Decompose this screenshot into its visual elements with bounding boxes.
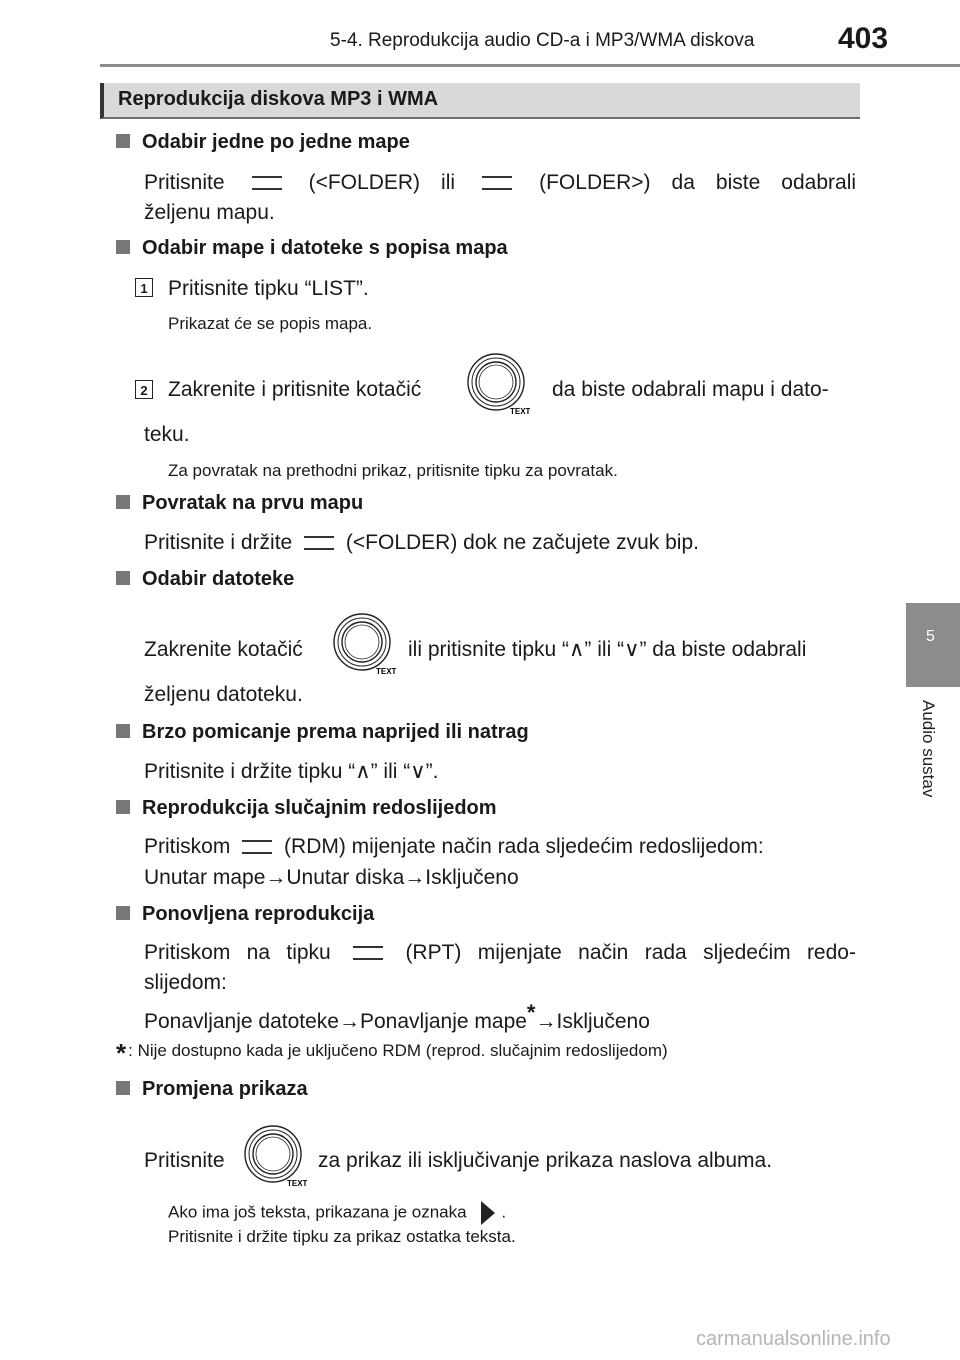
side-tab-number: 5 — [926, 628, 935, 645]
footnote: * : Nije dostupno kada je uključeno RDM (reprod. slučajnim redoslijedom) — [116, 1038, 668, 1068]
page-number: 403 — [838, 22, 889, 55]
repeat-text-d: Ponavljanje datoteke→Ponavljanje mape*→Isključeno — [144, 1000, 650, 1033]
step2-text-c: teku. — [144, 423, 190, 446]
tune-knob-icon — [332, 612, 396, 676]
button-key-icon — [242, 840, 272, 854]
section-title: Reprodukcija diskova MP3 i WMA — [118, 88, 439, 110]
heading-file-select: Odabir datoteke — [116, 568, 294, 591]
header-title: 5-4. Reprodukcija audio CD-a i MP3/WMA diskova — [330, 30, 755, 51]
heading-random: Reprodukcija slučajnim redoslijedom — [116, 797, 497, 820]
side-tab-label: Audio sustav — [919, 700, 938, 798]
bullet-square-icon — [116, 724, 130, 738]
folder-select-line2: željenu mapu. — [144, 201, 275, 224]
step2-text-b: da biste odabrali mapu i dato- — [552, 378, 829, 401]
tune-knob-icon — [466, 352, 530, 416]
svg-text:TEXT: TEXT — [376, 667, 396, 676]
random-text-a: Pritiskom (RDM) mijenjate način rada sljedećim redoslijedom: — [144, 835, 764, 858]
step2-text-a: Zakrenite i pritisnite kotačić — [168, 378, 422, 401]
button-key-icon — [252, 176, 282, 190]
bullet-square-icon — [116, 800, 130, 814]
button-key-icon — [482, 176, 512, 190]
heading-repeat: Ponovljena reprodukcija — [116, 903, 374, 926]
step1-text: Pritisnite tipku “LIST”. — [168, 277, 369, 300]
display-note-b: Pritisnite i držite tipku za prikaz ostatka teksta. — [168, 1227, 516, 1246]
file-select-text-b: ili pritisnite tipku “∧” ili “∨” da biste odabrali — [408, 638, 807, 661]
svg-text:TEXT: TEXT — [510, 407, 530, 416]
bullet-square-icon — [116, 134, 130, 148]
button-key-icon — [353, 946, 383, 960]
section-bar — [100, 83, 860, 119]
display-text-b: za prikaz ili isključivanje prikaza naslova albuma. — [318, 1149, 773, 1172]
button-key-icon — [304, 536, 334, 550]
bullet-square-icon — [116, 906, 130, 920]
random-text-c: Unutar mape→Unutar diska→Isključeno — [144, 866, 519, 889]
repeat-text-c: slijedom: — [144, 971, 227, 994]
heading-first-folder: Povratak na prvu mapu — [116, 492, 363, 515]
watermark: carmanualsonline.info — [696, 1328, 891, 1350]
file-select-text-a: Zakrenite kotačić — [144, 638, 303, 661]
step-number-2: 2 — [135, 380, 153, 399]
display-text-a: Pritisnite — [144, 1149, 225, 1172]
bullet-square-icon — [116, 495, 130, 509]
step-number-1: 1 — [135, 278, 153, 297]
display-note-a: Ako ima još teksta, prikazana je oznaka . — [168, 1201, 506, 1225]
more-text-arrow-icon — [481, 1201, 495, 1225]
heading-folder-select: Odabir jedne po jedne mape — [116, 131, 410, 154]
svg-text:TEXT: TEXT — [287, 1179, 307, 1188]
folder-select-line1: Pritisnite (<FOLDER) ili (FOLDER>) da biste odabrali — [144, 171, 857, 194]
first-folder-text: Pritisnite i držite (<FOLDER) dok ne začujete zvuk bip. — [144, 531, 699, 554]
bullet-square-icon — [116, 571, 130, 585]
heading-display: Promjena prikaza — [116, 1078, 308, 1101]
bullet-square-icon — [116, 1081, 130, 1095]
heading-fast: Brzo pomicanje prema naprijed ili natrag — [116, 721, 529, 744]
fast-text: Pritisnite i držite tipku “∧” ili “∨”. — [144, 760, 439, 783]
header-rule — [100, 64, 960, 67]
bullet-square-icon — [116, 240, 130, 254]
repeat-text-a: Pritiskom na tipku (RPT) mijenjate način rada sljedećim redo- — [144, 941, 856, 964]
file-select-text-c: željenu datoteku. — [144, 683, 303, 706]
tune-knob-icon — [243, 1124, 307, 1188]
step1-note: Prikazat će se popis mapa. — [168, 314, 373, 333]
heading-folder-list: Odabir mape i datoteke s popisa mapa — [116, 237, 508, 260]
step2-note: Za povratak na prethodni prikaz, pritisnite tipku za povratak. — [168, 461, 618, 480]
